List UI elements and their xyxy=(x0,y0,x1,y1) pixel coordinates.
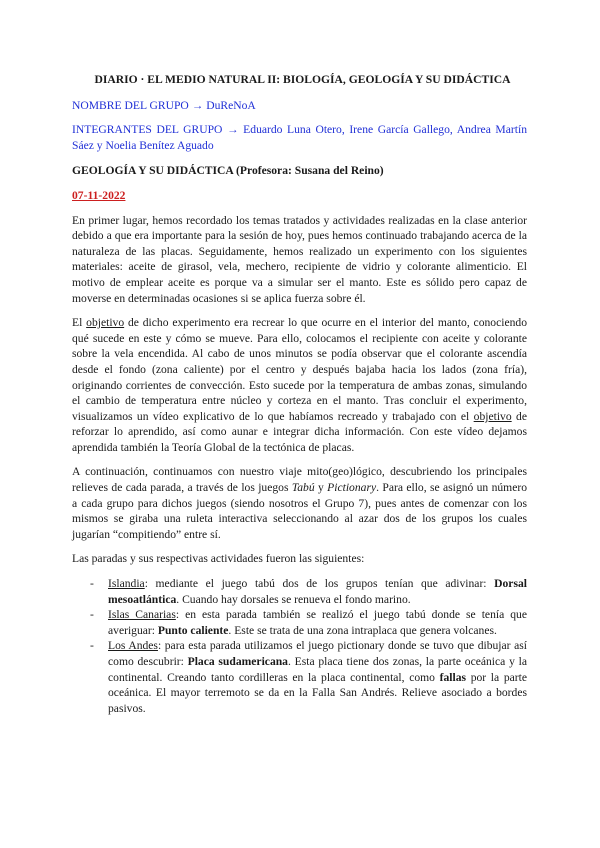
game-name-tabu: Tabú xyxy=(291,481,315,495)
stops-list xyxy=(72,576,527,716)
text-span: : para esta parada utilizamos el juego pictionary donde se tuvo que dibujar así como descubrir: xyxy=(108,639,527,668)
document-title: DIARIO · EL MEDIO NATURAL II: BIOLOGÍA, GEOLOGÍA Y SU DIDÁCTICA xyxy=(94,73,511,86)
text-span: de reforzar lo aprendido, así como aunar e integrar dicha información. Con este vídeo dejamos aprendida también la Teoría Global de la tectónica de placas. xyxy=(72,409,527,454)
text-span: A continuación, continuamos con nuestro viaje mito(geo)lógico, descubriendo los principales relieves de cada parada, a través de los juegos xyxy=(72,465,527,495)
group-name: NOMBRE DEL GRUPO → DuReNoA xyxy=(72,98,256,112)
text-span: . Este se trata de una zona intraplaca que genera volcanes. xyxy=(228,623,497,637)
answer-term: Dorsal mesoatlántica xyxy=(108,577,527,606)
paragraph-games xyxy=(72,464,527,542)
answer-term: Placa sudamericana xyxy=(187,655,288,668)
list-dash: - xyxy=(90,639,94,653)
stop-place: Islas Canarias xyxy=(108,608,176,622)
answer-term: Punto caliente xyxy=(157,623,229,637)
paragraph-experiment-intro: En primer lugar, hemos recordado los temas tratados y actividades realizadas en la clase anterior debido a que era importante para la sesión de hoy, pues hemos continuado trabajando acerca de la naturaleza de las placas. Seguidamente, hemos realizado un experimento con los siguientes materiales: aceite de girasol, vela, mechero, recipiente de vidrio y colorante alimenticio. El motivo de emplear aceite es porque va a simular ser el manto. Este es sólido pero capaz de moverse en determinadas ocasiones si se aplica fuerza sobre él. xyxy=(72,213,527,305)
text-span: El xyxy=(72,316,87,330)
text-span: . Esta placa tiene dos zonas, la parte oceánica y la continental. Creando tanto cordilleras en la placa continental, como xyxy=(108,655,527,684)
page-content xyxy=(72,72,527,716)
paragraph-experiment-objective xyxy=(72,315,527,455)
list-item xyxy=(72,576,527,607)
text-span: : mediante el juego tabú dos de los grupos tenían que adivinar: xyxy=(144,577,495,591)
game-name-pictionary: Pictionary xyxy=(327,481,377,495)
text-span: : en esta parada también se realizó el juego tabú donde se tenía que averiguar: xyxy=(108,608,527,637)
stop-place: Los Andes xyxy=(108,639,158,653)
text-span: por la parte oceánica. El mayor terremoto se da en la Falla San Andrés. Relieve asociado a bordes pasivos. xyxy=(108,670,528,715)
section-heading: GEOLOGÍA Y SU DIDÁCTICA (Profesora: Susana del Reino) xyxy=(72,164,384,178)
paragraph-stops-intro: Las paradas y sus respectivas actividades fueron las siguientes: xyxy=(72,552,365,566)
answer-term-secondary: fallas xyxy=(439,670,467,684)
stop-place: Islandia xyxy=(108,577,145,591)
list-item xyxy=(72,638,527,716)
group-members: INTEGRANTES DEL GRUPO → Eduardo Luna Otero, Irene García Gallego, Andrea Martín Sáez y Noelia Benítez Aguado xyxy=(72,123,527,152)
underlined-word: objetivo xyxy=(473,409,512,423)
list-dash: - xyxy=(90,577,94,591)
text-span: . Para ello, se asignó un número a cada grupo para dichos juegos (siendo nosotros el Grupo 7), pues antes de comenzar con los mismos se giraba una ruleta interactiva seleccionando al azar dos de los grupos los cuales jugarían “compitiendo” entre sí. xyxy=(72,481,527,541)
list-item xyxy=(72,607,527,638)
text-span: . Cuando hay dorsales se renueva el fondo marino. xyxy=(176,592,411,606)
underlined-word: objetivo xyxy=(86,316,125,330)
list-dash: - xyxy=(90,608,94,622)
session-date: 07-11-2022 xyxy=(72,188,126,202)
text-span: y xyxy=(314,481,328,495)
text-span: de dicho experimento era recrear lo que ocurre en el interior del manto, conociendo qué sucede en este y cómo se mueve. Para ello, colocamos el recipiente con aceite y colorante sobre la vela encendida. Al cabo de unos minutos se podía observar que el colorante ascendía desde el fondo (zona caliente) por el centro y después bajaba hacia los lados (zona fría), originando corrientes de convección. Esto sucede por la temperatura de ambas zonas, simulando el cambio de temperatura entre núcleo y corteza en el manto. Tras concluir el experimento, visualizamos un vídeo explicativo de lo que habíamos recreado y trabajado con el xyxy=(72,316,528,423)
